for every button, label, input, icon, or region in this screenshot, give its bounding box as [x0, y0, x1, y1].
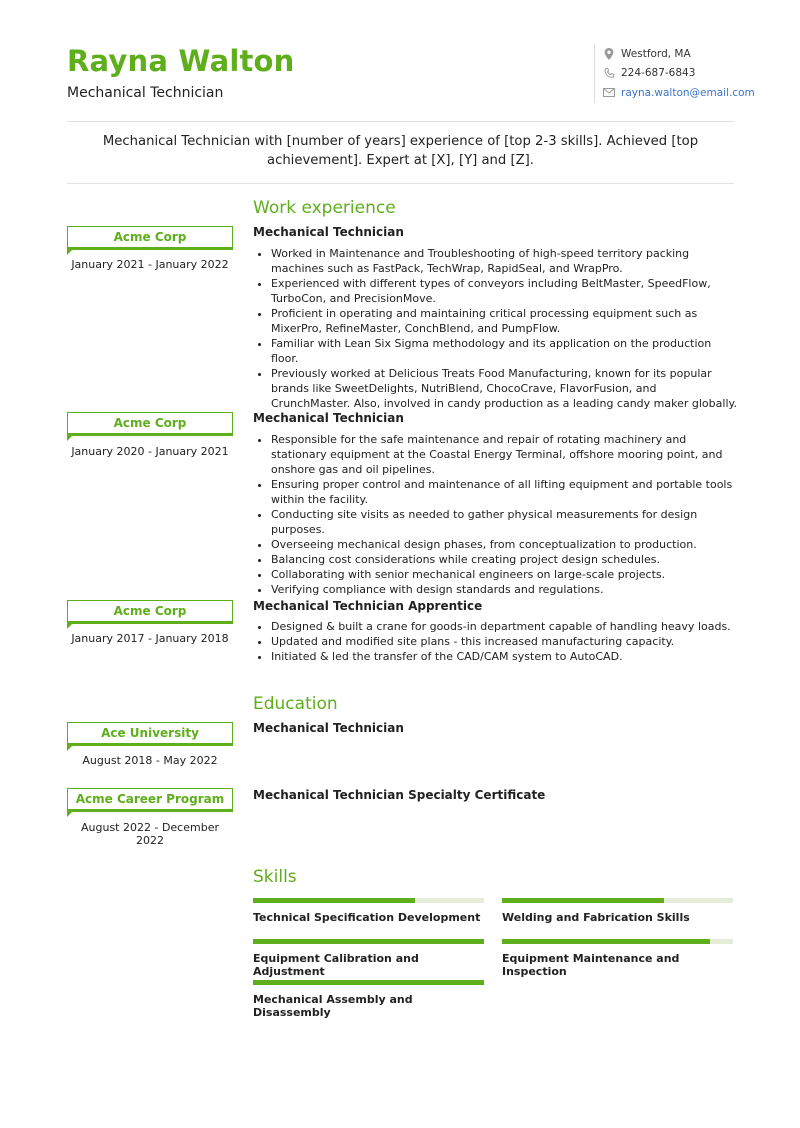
job-bullets — [253, 619, 738, 664]
work-dates: January 2020 - January 2021 — [71, 445, 229, 458]
skill-bar — [253, 980, 484, 985]
bullet-item: • Familiar with Lean Six Sigma methodology and its application on the production floor. — [271, 336, 738, 366]
skill-label: Equipment Maintenance and Inspection — [502, 952, 680, 978]
bullet-item: • Responsible for the safe maintenance and repair of rotating machinery and stationary equipment at the Coastal Energy Terminal, offshore mooring point, and onshore gas and oil pipelines. — [271, 432, 738, 477]
skill-label: Equipment Calibration and Adjustment — [253, 952, 419, 978]
skill-bar — [253, 898, 484, 903]
bullet-item: • Ensuring proper control and maintenance of all lifting equipment and portable tools within the facility. — [271, 477, 738, 507]
education-school-tag: Ace University — [67, 722, 233, 746]
bullet-item: • Updated and modified site plans - this increased manufacturing capacity. — [271, 634, 738, 649]
skill-label: Mechanical Assembly and Disassembly — [253, 993, 413, 1019]
skill-label: Welding and Fabrication Skills — [502, 911, 690, 924]
job-bullets — [253, 246, 738, 411]
skill-bar-fill — [253, 939, 484, 944]
location-text: Westford, MA — [621, 47, 691, 60]
contact-phone — [603, 64, 744, 84]
education-degree: Mechanical Technician — [253, 721, 404, 735]
work-company-tag: Acme Corp — [67, 412, 233, 436]
education-degree: Mechanical Technician Specialty Certificate — [253, 788, 546, 802]
skill-bar-fill — [253, 898, 415, 903]
bullet-item: • Overseeing mechanical design phases, from conceptualization to production. — [271, 537, 738, 552]
skill-bar — [502, 898, 733, 903]
bullet-item: • Conducting site visits as needed to gather physical measurements for design purposes. — [271, 507, 738, 537]
work-company-tag: Acme Corp — [67, 226, 233, 250]
skill-item — [502, 939, 733, 978]
education-section-title: Education — [253, 694, 338, 714]
contact-block — [594, 44, 755, 103]
skills-section-title: Skills — [253, 867, 297, 887]
bullet-item: • Initiated & led the transfer of the CAD/CAM system to AutoCAD. — [271, 649, 738, 664]
skill-bar-fill — [502, 939, 710, 944]
job-title: Mechanical Technician — [253, 225, 404, 239]
work-company-tag: Acme Corp — [67, 600, 233, 624]
job-title: Mechanical Technician — [253, 411, 404, 425]
candidate-title: Mechanical Technician — [67, 85, 224, 101]
skill-bar — [502, 939, 733, 944]
bullet-item: • Worked in Maintenance and Troubleshooting of high-speed territory packing machines such as FastPack, TechWrap, RapidSeal, and WrapPro. — [271, 246, 738, 276]
work-dates: January 2017 - January 2018 — [71, 632, 229, 645]
candidate-name: Rayna Walton — [67, 44, 295, 78]
phone-text: 224-687-6843 — [621, 67, 696, 80]
education-school-tag: Acme Career Program — [67, 788, 233, 812]
skill-item — [253, 980, 484, 1019]
bullet-item: • Experienced with different types of conveyors including BeltMaster, SpeedFlow, TurboCon, and PrecisionMove. — [271, 276, 738, 306]
skill-bar — [253, 939, 484, 944]
contact-email[interactable] — [603, 83, 755, 103]
email-link[interactable]: rayna.walton@email.com — [621, 86, 755, 99]
phone-icon — [603, 67, 615, 79]
map-pin-icon — [603, 48, 615, 60]
bullet-item: • Previously worked at Delicious Treats Food Manufacturing, known for its popular brands like SweetDelights, NutriBlend, ChocoCrave, FlavorFusion, and CrunchMaster. Also, involved in candy production as a leading candy maker globally. — [271, 366, 738, 411]
skill-item — [253, 898, 484, 924]
skill-label: Technical Specification Development — [253, 911, 481, 924]
bullet-item: • Verifying compliance with design standards and regulations. — [271, 582, 738, 597]
header-divider — [67, 121, 734, 122]
job-title: Mechanical Technician Apprentice — [253, 599, 483, 613]
skill-item — [253, 939, 484, 978]
skill-bar-fill — [502, 898, 664, 903]
summary-text: Mechanical Technician with [number of years] experience of [top 2-3 skills]. Achieved [top achievement]. Expert at [X], [Y] and [Z]. — [102, 134, 699, 168]
bullet-item: • Collaborating with senior mechanical engineers on large-scale projects. — [271, 567, 738, 582]
summary-divider — [67, 183, 734, 184]
skill-item — [502, 898, 733, 924]
contact-location — [603, 44, 744, 64]
education-dates: August 2018 - May 2022 — [82, 754, 218, 767]
skill-bar-fill — [253, 980, 484, 985]
work-dates: January 2021 - January 2022 — [71, 258, 229, 271]
work-section-title: Work experience — [253, 198, 396, 218]
bullet-item: • Designed & built a crane for goods-in department capable of handling heavy loads. — [271, 619, 738, 634]
bullet-item: • Proficient in operating and maintaining critical processing equipment such as MixerPro, RefineMaster, ConchBlend, and PumpFlow. — [271, 306, 738, 336]
bullet-item: • Balancing cost considerations while creating project design schedules. — [271, 552, 738, 567]
education-dates: August 2022 - December 2022 — [81, 821, 219, 847]
envelope-icon — [603, 87, 615, 99]
job-bullets — [253, 432, 738, 597]
